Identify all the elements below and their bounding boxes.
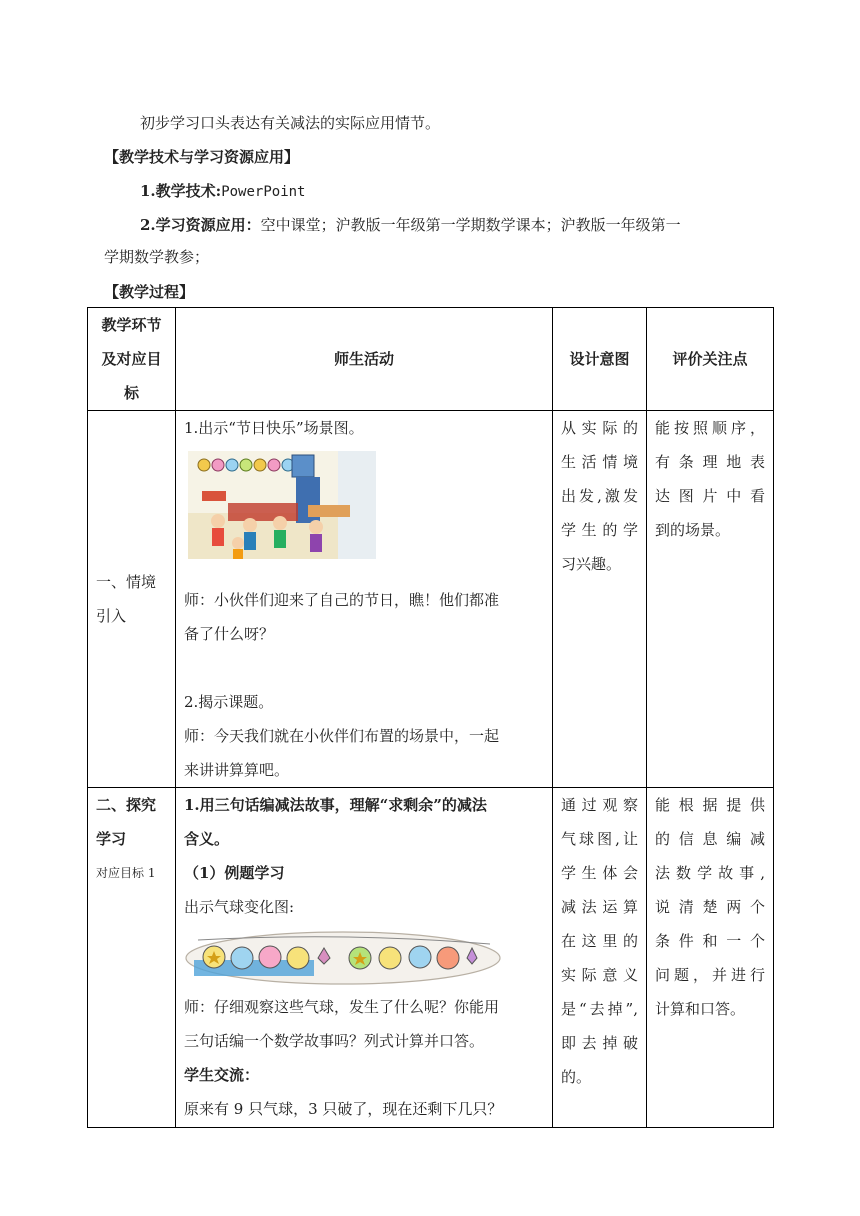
table-row-explore: [88, 788, 774, 1128]
evaluation-line: 计算和口答。: [655, 1000, 746, 1018]
intent-line: 气球图,让: [561, 830, 638, 848]
intent-line: 学生的学: [561, 521, 638, 539]
section-tech-heading: 【教学技术与学习资源应用】: [104, 148, 300, 166]
evaluation-line: 达图片中看: [655, 487, 765, 505]
lesson-table: [87, 307, 774, 1128]
evaluation-line: 到的场景。: [655, 521, 731, 539]
header-intent: 设计意图: [553, 308, 647, 411]
intent-line: 是“去掉”,: [561, 1000, 638, 1018]
tech-line: [140, 180, 306, 203]
teacher-question-line1: 师：小伙伴们迎来了自己的节日，瞧！他们都准: [184, 591, 500, 609]
teacher-topic-line2: 来讲讲算算吧。: [184, 761, 290, 779]
evaluation-line: 问题，并进行: [655, 966, 765, 984]
tech-value: PowerPoint: [221, 184, 306, 200]
header-evaluation: 评价关注点: [647, 308, 774, 411]
resources-line2: 学期数学教参；: [104, 248, 210, 266]
intent-line: 在这里的: [561, 932, 638, 950]
intent-line: 出发,激发: [561, 487, 638, 505]
intent-line: 学生体会: [561, 864, 638, 882]
evaluation-cell-explore: [647, 788, 774, 1128]
activity-cell-explore: [176, 788, 553, 1128]
intro-line: 初步学习口头表达有关减法的实际应用情节。: [140, 114, 441, 132]
table-row-context: [88, 411, 774, 788]
example-subheading: （1）例题学习: [184, 864, 285, 882]
intent-cell-explore: [553, 788, 647, 1128]
intent-line: 即去掉破: [561, 1034, 638, 1052]
intent-line: 通过观察: [561, 796, 638, 814]
header-stage: 教学环节 及对应目标: [88, 308, 176, 411]
evaluation-line: 的信息编减: [655, 830, 765, 848]
resources-line: [140, 214, 681, 236]
intent-line: 生活情境: [561, 453, 638, 471]
intent-line: 实际意义: [561, 966, 638, 984]
evaluation-line: 法数学故事,: [655, 864, 765, 882]
tech-label: 1.教学技术:: [140, 182, 222, 200]
evaluation-line: 能根据提供: [655, 796, 765, 814]
festival-scene-picture: [188, 451, 376, 559]
teacher-line2: 三句话编一个数学故事吗？列式计算并口答。: [184, 1032, 485, 1050]
section-process-heading: 【教学过程】: [104, 283, 195, 301]
activity-cell-context: [176, 411, 553, 788]
teacher-question-line2: 备了什么呀？: [184, 625, 275, 643]
evaluation-line: 条件和一个: [655, 932, 765, 950]
resources-line1: 空中课堂；沪教版一年级第一学期数学课本；沪教版一年级第一: [260, 216, 681, 234]
step2-text: 2.揭示课题。: [184, 693, 274, 711]
stage-cell-explore: 二、探究 学习 对应目标 1: [88, 788, 176, 1128]
evaluation-line: 有条理地表: [655, 453, 765, 471]
intent-line: 减法运算: [561, 898, 638, 916]
evaluation-line: 说清楚两个: [655, 898, 765, 916]
intent-line: 习兴趣。: [561, 555, 622, 573]
teacher-line1: 师：仔细观察这些气球，发生了什么呢？你能用: [184, 998, 500, 1016]
resources-label: 2.学习资源应用：: [140, 216, 261, 234]
table-header-row: [88, 308, 774, 411]
explore-heading-line1: 1.用三句话编减法故事，理解“求剩余”的减法: [184, 796, 487, 814]
teacher-topic-line1: 师：今天我们就在小伙伴们布置的场景中，一起: [184, 727, 500, 745]
evaluation-cell-context: [647, 411, 774, 788]
step1-text: 1.出示“节日快乐”场景图。: [184, 419, 364, 437]
explore-heading-line2: 含义。: [184, 830, 230, 848]
stage-cell-context: 一、情境 引入: [88, 411, 176, 788]
show-balloon-text: 出示气球变化图:: [184, 898, 295, 916]
evaluation-line: 能按照顺序，: [655, 419, 765, 437]
header-activity: 师生活动: [176, 308, 553, 411]
intent-line: 从实际的: [561, 419, 638, 437]
intent-line: 的。: [561, 1068, 592, 1086]
student-line: 原来有 9 只气球，3 只破了，现在还剩下几只？: [184, 1100, 503, 1118]
student-label: 学生交流：: [184, 1066, 260, 1084]
balloon-change-picture: [184, 930, 502, 986]
intent-cell-context: [553, 411, 647, 788]
